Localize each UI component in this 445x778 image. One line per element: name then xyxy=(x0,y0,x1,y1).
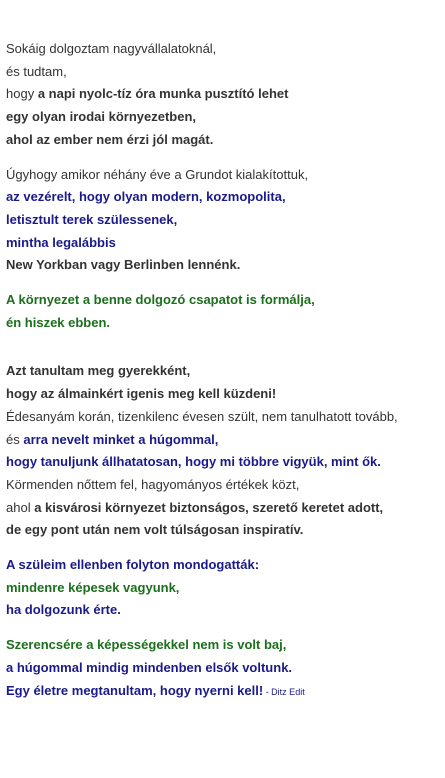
bold-segment: a kisvárosi környezet biztonságos, szerető keretet adott, xyxy=(34,499,384,515)
bold-segment: arra nevelt minket a húgommal, xyxy=(23,431,219,447)
text-segment: hogy xyxy=(6,86,38,102)
text-line: Azt tanultam meg gyerekként, xyxy=(6,363,191,379)
text-line xyxy=(6,680,442,704)
text-line: mintha legalábbis xyxy=(6,234,116,250)
author-signature: - Ditz Edit xyxy=(263,686,305,697)
paragraph-5 xyxy=(6,554,442,622)
text-line: a húgommal mindig mindenben elsők voltunk. xyxy=(6,659,293,675)
text-line: New Yorkban vagy Berlinben lennénk. xyxy=(6,257,241,273)
text-line: ha dolgozunk érte. xyxy=(6,602,121,618)
text-line: és tudtam, xyxy=(6,63,67,79)
text-line: Sokáig dolgoztam nagyvállalatoknál, xyxy=(6,41,217,56)
bold-segment: a napi nyolc-tíz óra munka pusztító lehet xyxy=(37,86,289,102)
paragraph-6 xyxy=(6,634,442,703)
text-segment: és xyxy=(6,431,24,447)
paragraph-4 xyxy=(6,360,442,542)
text-line: A szüleim ellenben folyton mondogatták: xyxy=(6,557,260,573)
text-line: az vezérelt, hogy olyan modern, kozmopolita, xyxy=(6,189,286,205)
text-line: én hiszek ebben. xyxy=(6,314,111,330)
text-segment: ahol xyxy=(6,499,35,515)
paragraph-1 xyxy=(6,38,442,152)
text-line: de egy pont után nem volt túlságosan inspiratív. xyxy=(6,522,304,538)
text-line: Úgyhogy amikor néhány éve a Grundot kialakítottuk, xyxy=(6,166,309,182)
text-line xyxy=(6,83,442,106)
text-line: hogy az álmainkért igenis meg kell küzdeni! xyxy=(6,386,277,402)
text-line: ahol az ember nem érzi jól magát. xyxy=(6,131,214,147)
text-line: egy olyan irodai környezetben, xyxy=(6,109,196,125)
text-line: hogy tanuljunk állhatatosan, hogy mi többre vigyük, mint ők. xyxy=(6,454,381,470)
text-line: Körmenden nőttem fel, hagyományos értékek közt, xyxy=(6,476,300,492)
text-line: letisztult terek szülessenek, xyxy=(6,211,178,227)
text-line xyxy=(6,429,442,452)
quote-text xyxy=(6,38,442,703)
paragraph-3 xyxy=(6,289,442,334)
text-line: mindenre képesek vagyunk, xyxy=(6,579,180,595)
text-line: Szerencsére a képességekkel nem is volt baj, xyxy=(6,637,287,653)
text-line xyxy=(6,497,442,520)
bold-segment: Egy életre megtanultam, hogy nyerni kell! xyxy=(6,682,264,698)
text-line: Édesanyám korán, tizenkilenc évesen szült, nem tanulhatott tovább, xyxy=(6,408,398,424)
text-line: A környezet a benne dolgozó csapatot is formálja, xyxy=(6,292,315,308)
paragraph-2 xyxy=(6,164,442,278)
